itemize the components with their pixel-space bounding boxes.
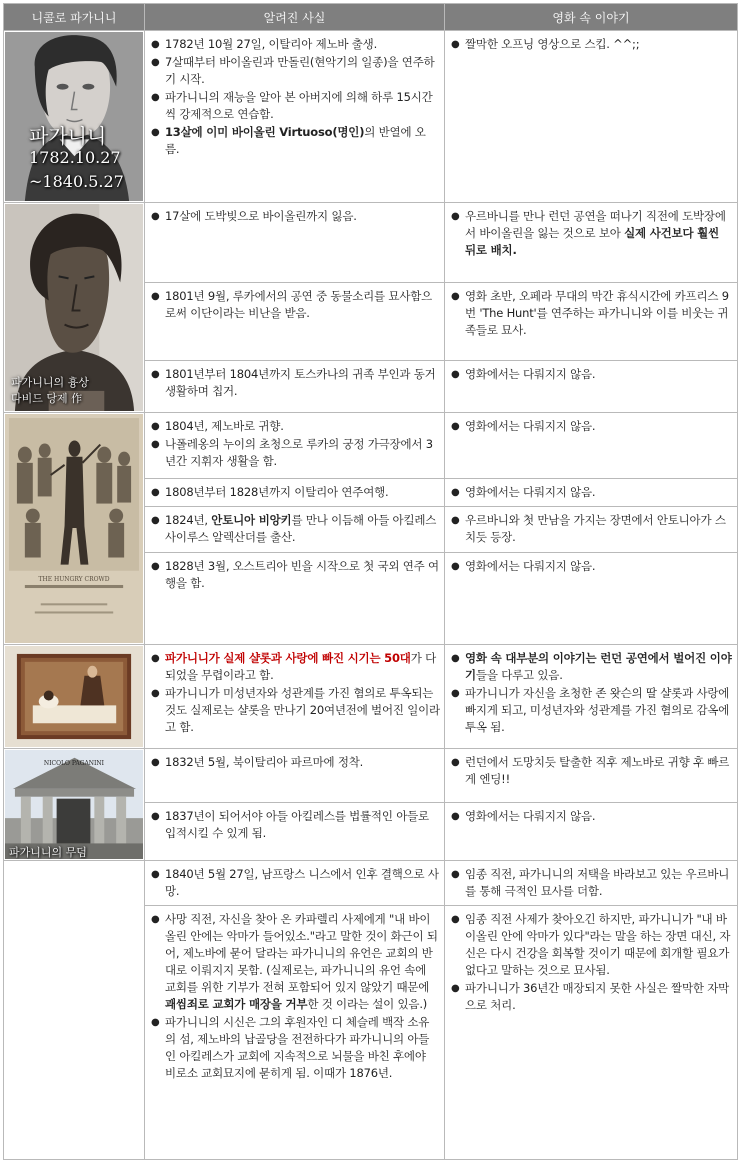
bullet-dot-icon: ● (451, 39, 460, 50)
text-segment: 영화 초반, 오페라 무대의 막간 휴식시간에 카프리스 9번 'The Hunt'를 연주하는 파가니니와 이를 비웃는 귀족들로 묘사. (465, 289, 729, 337)
bullet-dot-icon: ● (151, 211, 160, 222)
bullet-dot-icon: ● (451, 515, 460, 526)
deathbed-painting-image (5, 646, 143, 747)
bullet-dot-icon: ● (151, 869, 160, 880)
fact-cell (145, 413, 445, 479)
bullet-dot-icon: ● (451, 811, 460, 822)
engraving-title-text: THE HUNGRY CROWD (38, 576, 110, 583)
bullet-dot-icon: ● (151, 39, 160, 50)
film-cell (445, 283, 738, 361)
bullet-text (465, 484, 733, 501)
fact-cell (145, 645, 445, 749)
fact-cell (145, 361, 445, 413)
bullet-text (465, 911, 733, 979)
bullet-item (151, 436, 440, 470)
bullet-item (451, 558, 733, 575)
film-cell (445, 861, 738, 906)
bullet-dot-icon: ● (451, 914, 460, 925)
bullet-text (165, 685, 440, 736)
text-segment: 영화에서는 다뤄지지 않음. (465, 485, 596, 499)
bullet-dot-icon: ● (151, 487, 160, 498)
bullet-item (151, 808, 440, 842)
film-cell (445, 803, 738, 861)
bullet-item (151, 208, 440, 225)
bullet-dot-icon: ● (151, 439, 160, 450)
bullet-item (451, 484, 733, 501)
bullet-dot-icon: ● (151, 291, 160, 302)
bullet-item (451, 754, 733, 788)
bullet-item (451, 911, 733, 979)
film-cell (445, 553, 738, 645)
film-cell (445, 361, 738, 413)
bullet-text (165, 650, 440, 684)
bullet-dot-icon: ● (451, 421, 460, 432)
bullet-item (451, 288, 733, 339)
bullet-item (151, 866, 440, 900)
emphasis-text: 괘씸죄로 교회가 매장을 거부 (165, 997, 308, 1011)
bullet-text (465, 208, 733, 259)
text-segment: 1808년부터 1828년까지 이탈리아 연주여행. (165, 485, 389, 499)
bullet-text (465, 558, 733, 575)
text-segment: 1801년부터 1804년까지 토스카나의 귀족 부인과 동거 생활하며 칩거. (165, 367, 436, 398)
emphasis-text: 안토니아 비앙키 (211, 513, 292, 527)
bullet-item (151, 685, 440, 736)
text-segment: 17살에 도박빚으로 바이올린까지 잃음. (165, 209, 357, 223)
paganini-tomb-image (5, 750, 143, 859)
bullet-item (151, 36, 440, 53)
bullet-text (165, 484, 440, 501)
portrait-caption-birth: 1782.10.27 (29, 148, 121, 167)
bullet-dot-icon: ● (151, 369, 160, 380)
text-segment: 파가니니가 미성년자와 성관계를 가진 혐의로 투옥되는 것도 실제로는 샬롯을 만나기 20여년전에 벌어진 일이라고 함. (165, 686, 440, 734)
tomb-image-cell (4, 749, 145, 861)
bullet-text (165, 418, 440, 435)
text-segment: 짤막한 오프닝 영상으로 스킵. ^^;; (465, 37, 640, 51)
bullet-item (151, 484, 440, 501)
text-segment: 1782년 10월 27일, 이탈리아 제노바 출생. (165, 37, 378, 51)
fact-cell (145, 283, 445, 361)
table-row (4, 861, 738, 906)
portrait-image-cell (4, 31, 145, 203)
bullet-dot-icon: ● (451, 561, 460, 572)
text-segment: 1828년 3월, 오스트리아 빈을 시작으로 첫 국외 연주 여행을 함. (165, 559, 439, 590)
bullet-item (451, 366, 733, 383)
paganini-portrait-image (5, 32, 143, 201)
bullet-text (165, 866, 440, 900)
bullet-item (451, 208, 733, 259)
bullet-dot-icon: ● (151, 57, 160, 68)
text-segment: 가 다 되었을 무렵이라고 함. (165, 651, 436, 682)
bullet-text (165, 808, 440, 842)
text-segment: 영화에서는 다뤄지지 않음. (465, 367, 596, 381)
table-row (4, 31, 738, 203)
text-segment: 7살때부터 바이올린과 만돌린(현악기의 일종)을 연주하기 시작. (165, 55, 435, 86)
engraving-image-cell (4, 413, 145, 645)
bullet-text (165, 911, 440, 1013)
text-segment: 우르바니와 첫 만남을 가지는 장면에서 안토니아가 스치듯 등장. (465, 513, 726, 544)
bullet-text (165, 208, 440, 225)
bullet-text (165, 1014, 440, 1082)
table-row (4, 413, 738, 479)
text-segment: 런던에서 도망치듯 탈출한 직후 제노바로 귀향 후 빠르게 엔딩!! (465, 755, 730, 786)
text-segment: 1804년, 제노바로 귀향. (165, 419, 284, 433)
bullet-item (451, 418, 733, 435)
bust-caption-line1: 파가니니의 흉상 (11, 376, 89, 389)
bullet-dot-icon: ● (151, 421, 160, 432)
bullet-text (165, 436, 440, 470)
header-known-facts: 알려진 사실 (145, 4, 445, 31)
bullet-dot-icon: ● (451, 291, 460, 302)
emphasis-text: 실제 사건보다 훨씬 뒤로 배치. (465, 226, 719, 257)
text-segment: 1837년이 되어서야 아들 아킬레스를 법률적인 아들로 입적시킬 수 있게 됨. (165, 809, 429, 840)
bullet-dot-icon: ● (151, 561, 160, 572)
text-segment: 파가니니가 36년간 매장되지 못한 사실은 짤막한 자막으로 처리. (465, 981, 730, 1012)
text-segment: 우르바니를 만나 런던 공연을 떠나기 직전에 도박장에서 바이올린을 잃는 것으로 보아 (465, 209, 726, 240)
table-row (4, 645, 738, 749)
paganini-comparison-table (3, 3, 738, 1160)
highlight-red-text: 파가니니가 실제 샬롯과 사랑에 빠진 시기는 50대 (165, 651, 411, 665)
emphasis-text: 13살에 이미 바이올린 Virtuoso(명인) (165, 125, 365, 139)
film-cell (445, 413, 738, 479)
bullet-item (151, 512, 440, 546)
bullet-dot-icon: ● (451, 369, 460, 380)
bullet-dot-icon: ● (151, 811, 160, 822)
portrait-caption-death: ~1840.5.27 (29, 172, 124, 191)
text-segment: 1801년 9월, 루카에서의 공연 중 동물소리를 묘사함으로써 이단이라는 비난을 받음. (165, 289, 433, 320)
painting-image-cell (4, 645, 145, 749)
text-segment: 한 것 이라는 설이 있음.) (307, 997, 428, 1011)
film-cell (445, 203, 738, 283)
header-film-story: 영화 속 이야기 (445, 4, 738, 31)
text-segment: 1840년 5월 27일, 남프랑스 니스에서 인후 결핵으로 사망. (165, 867, 439, 898)
fact-cell (145, 803, 445, 861)
bullet-dot-icon: ● (151, 127, 160, 138)
fact-cell (145, 906, 445, 1160)
bullet-text (465, 650, 733, 684)
bullet-dot-icon: ● (451, 757, 460, 768)
bullet-text (465, 288, 733, 339)
paganini-bust-image (5, 204, 143, 411)
bullet-item (151, 911, 440, 1013)
text-segment: 파가니니의 시신은 그의 후원자인 디 체슬레 백작 소유의 섬, 제노바의 납골당을 전전하다가 파가니니의 아들인 아킬레스가 교회에 지속적으로 뇌물을 바친 후에야 비로소 교회묘지에 묻히게 됨. 이때가 1876년. (165, 1015, 430, 1080)
fact-cell (145, 31, 445, 203)
bullet-dot-icon: ● (451, 869, 460, 880)
text-segment: 를 만나 이듬해 아들 아킬레스 사이루스 알렉산더를 출산. (165, 513, 437, 544)
bullet-dot-icon: ● (151, 688, 160, 699)
bullet-dot-icon: ● (151, 1017, 160, 1028)
tomb-sign-text: NICOLO PAGANINI (43, 760, 105, 767)
bullet-item (451, 980, 733, 1014)
text-segment: 임종 직전, 파가니니의 저택을 바라보고 있는 우르바니를 통해 극적인 묘사를 더함. (465, 867, 730, 898)
fact-cell (145, 749, 445, 803)
bullet-text (465, 866, 733, 900)
film-cell (445, 645, 738, 749)
film-cell (445, 749, 738, 803)
bust-caption-line2: 다비드 당제 作 (11, 392, 83, 405)
fact-cell (145, 479, 445, 507)
bullet-text (165, 36, 440, 53)
text-segment: 사망 직전, 자신을 찾아 온 카파렐리 사제에게 "내 바이올린 안에는 악마가 들어있소."라고 말한 것이 화근이 되어, 제노바에 묻어 달라는 파가니니의 유언은 교회의 반대로 이뤄지지 못함. (실제로는, 파가니니의 유언 속에 교회를 위한 기부가 전혀 포함되어 있지 않았기 때문에 (165, 912, 438, 994)
bullet-item (451, 36, 733, 53)
bullet-text (165, 124, 440, 158)
empty-image-cell (4, 861, 145, 1160)
concert-engraving-image (5, 414, 143, 643)
film-cell (445, 31, 738, 203)
bullet-text (465, 418, 733, 435)
bullet-text (165, 54, 440, 88)
table-row (4, 203, 738, 283)
table-row (4, 749, 738, 803)
emphasis-text: 영화 속 대부분의 이야기는 런던 공연에서 벌어진 이야기 (465, 651, 732, 682)
bullet-item (451, 650, 733, 684)
bullet-dot-icon: ● (151, 92, 160, 103)
bullet-dot-icon: ● (151, 757, 160, 768)
bullet-text (465, 754, 733, 788)
bullet-item (151, 558, 440, 592)
bullet-item (451, 808, 733, 825)
text-segment: 의 반열에 오름. (165, 125, 426, 156)
portrait-caption-name: 파가니니 (29, 124, 107, 148)
film-cell (445, 906, 738, 1160)
bullet-item (151, 650, 440, 684)
bullet-dot-icon: ● (451, 211, 460, 222)
bullet-dot-icon: ● (451, 487, 460, 498)
fact-cell (145, 553, 445, 645)
header-paganini: 니콜로 파가니니 (4, 4, 145, 31)
bullet-text (165, 89, 440, 123)
bullet-item (151, 288, 440, 322)
bullet-item (151, 754, 440, 771)
bullet-text (465, 512, 733, 546)
text-segment: 영화에서는 다뤄지지 않음. (465, 559, 596, 573)
film-cell (445, 507, 738, 553)
bullet-text (165, 558, 440, 592)
text-segment: 영화에서는 다뤄지지 않음. (465, 419, 596, 433)
text-segment: 나폴레옹의 누이의 초청으로 루카의 궁정 가극장에서 3년간 지휘자 생활을 함. (165, 437, 433, 468)
bullet-text (465, 685, 733, 736)
bullet-dot-icon: ● (151, 515, 160, 526)
tomb-caption: 파가니니의 무덤 (9, 846, 87, 859)
bullet-text (465, 366, 733, 383)
bullet-dot-icon: ● (451, 983, 460, 994)
fact-cell (145, 203, 445, 283)
bullet-item (151, 89, 440, 123)
bullet-dot-icon: ● (451, 653, 460, 664)
text-segment: 1824년, (165, 513, 212, 527)
bullet-item (151, 54, 440, 88)
bullet-dot-icon: ● (151, 914, 160, 925)
bullet-dot-icon: ● (151, 653, 160, 664)
bullet-text (165, 512, 440, 546)
bullet-item (451, 512, 733, 546)
bullet-text (165, 754, 440, 771)
bullet-item (451, 685, 733, 736)
fact-cell (145, 507, 445, 553)
header-row (4, 4, 738, 31)
bullet-text (165, 366, 440, 400)
text-segment: 임종 직전 사제가 찾아오긴 하지만, 파가니니가 "내 바이올린 안에 악마가 있다"라는 말을 하는 장면 대신, 자신은 다시 건강을 회복할 것이기 때문에 회개할 필요가 없다고 말하는 것으로 묘사됨. (465, 912, 731, 977)
bullet-item (151, 1014, 440, 1082)
bullet-item (151, 418, 440, 435)
bullet-text (465, 808, 733, 825)
bust-image-cell (4, 203, 145, 413)
bullet-text (165, 288, 440, 322)
bullet-text (465, 36, 733, 53)
text-segment: 들을 다루고 있음. (475, 668, 563, 682)
text-segment: 파가니니가 자신을 초청한 존 왓슨의 딸 샬롯과 사랑에 빠지게 되고, 미성년자와 성관계를 가진 혐의로 감옥에 투옥 됨. (465, 686, 730, 734)
bullet-text (465, 980, 733, 1014)
bullet-item (451, 866, 733, 900)
bullet-dot-icon: ● (451, 688, 460, 699)
text-segment: 파가니니의 재능을 알아 본 아버지에 의해 하루 15시간씩 강제적으로 연습함. (165, 90, 433, 121)
film-cell (445, 479, 738, 507)
text-segment: 1832년 5월, 북이탈리아 파르마에 정착. (165, 755, 364, 769)
fact-cell (145, 861, 445, 906)
text-segment: 영화에서는 다뤄지지 않음. (465, 809, 596, 823)
bullet-item (151, 124, 440, 158)
bullet-item (151, 366, 440, 400)
